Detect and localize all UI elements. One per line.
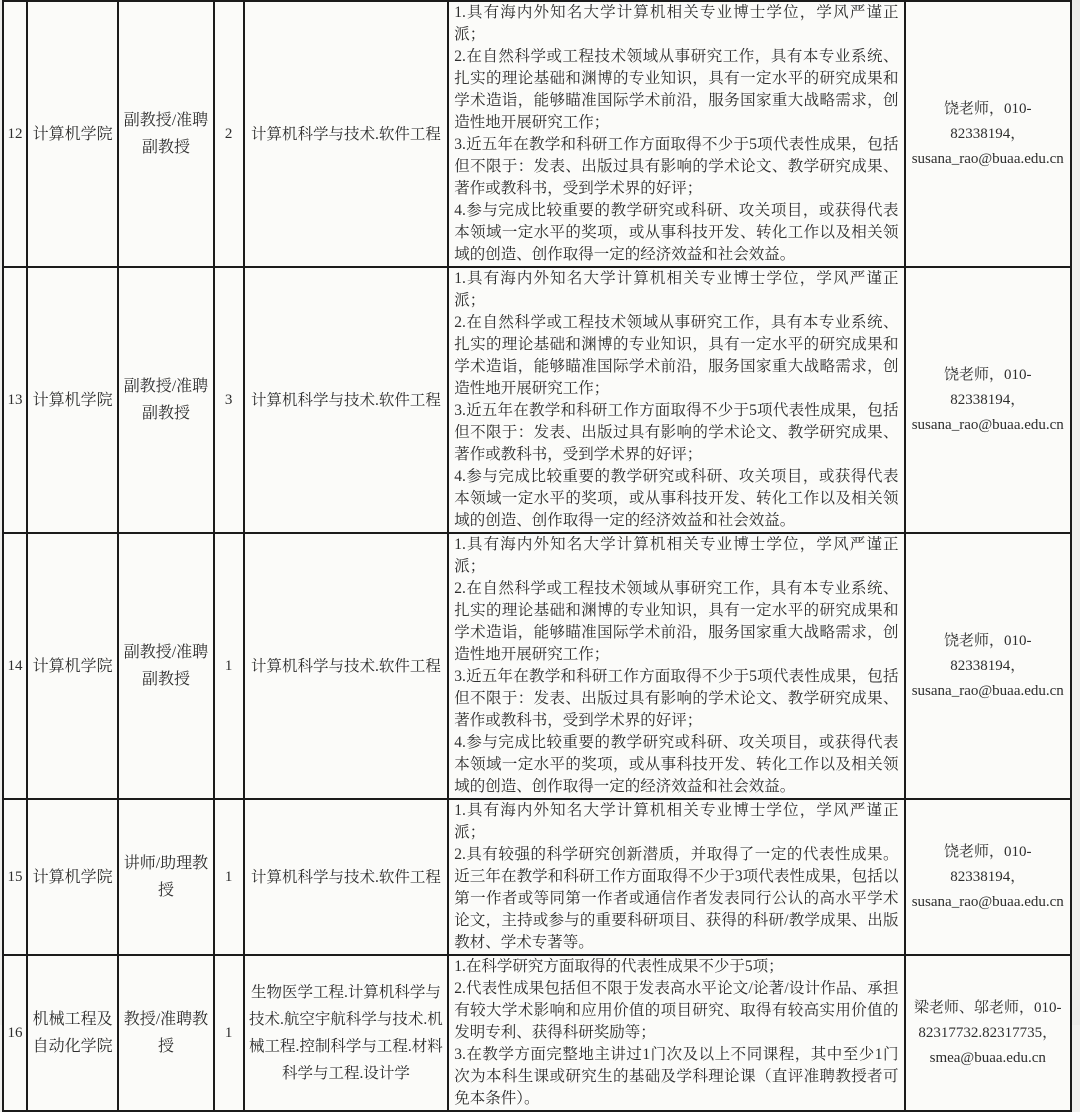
row-number: 13 (3, 267, 27, 533)
college-cell: 计算机学院 (27, 267, 118, 533)
requirement-item: 3.近五年在教学和科研工作方面取得不少于5项代表性成果，包括但不限于：发表、出版过具有影响的学术论文、教学研究成果、著作或教科书，受到学术界的好评； (454, 136, 899, 197)
contact-cell (905, 1, 1072, 267)
requirement-item: 3.近五年在教学和科研工作方面取得不少于5项代表性成果，包括但不限于：发表、出版过具有影响的学术论文、教学研究成果、著作或教科书，受到学术界的好评； (454, 402, 899, 463)
contact-line: 饶老师，010-82338194， (944, 632, 1032, 674)
contact-line: susana_rao@buaa.edu.cn (911, 893, 1064, 910)
discipline-cell: 计算机科学与技术.软件工程 (244, 533, 449, 799)
contact-line: 饶老师，010-82338194， (944, 843, 1032, 885)
table-row (3, 955, 1071, 1111)
college-cell: 计算机学院 (27, 533, 118, 799)
openings-cell: 1 (214, 799, 244, 955)
requirement-item: 1.具有海内外知名大学计算机相关专业博士学位，学风严谨正派； (454, 4, 899, 43)
contact-cell (905, 267, 1072, 533)
requirement-item: 2.代表性成果包括但不限于发表高水平论文/论著/设计作品、承担有较大学术影响和应用价值的项目研究、取得有较高实用价值的发明专利、获得科研奖励等； (454, 980, 899, 1041)
requirements-cell (448, 533, 904, 799)
openings-cell: 1 (214, 955, 244, 1111)
contact-cell (905, 799, 1072, 955)
requirements-cell (448, 1, 904, 267)
contact-cell (905, 533, 1072, 799)
discipline-cell: 生物医学工程.计算机科学与技术.航空宇航科学与技术.机械工程.控制科学与工程.材料科学与工程.设计学 (244, 955, 449, 1111)
requirement-item: 1.具有海内外知名大学计算机相关专业博士学位，学风严谨正派； (454, 536, 899, 575)
contact-line: 梁老师、邬老师，010- (914, 999, 1062, 1016)
college-cell: 机械工程及自动化学院 (27, 955, 118, 1111)
table-row (3, 799, 1071, 955)
contact-cell (905, 955, 1072, 1111)
row-number: 12 (3, 1, 27, 267)
requirements-cell (448, 799, 904, 955)
openings-cell: 3 (214, 267, 244, 533)
requirement-item: 1.在科学研究方面取得的代表性成果不少于5项； (454, 958, 784, 975)
requirement-item: 1.具有海内外知名大学计算机相关专业博士学位，学风严谨正派； (454, 270, 899, 309)
contact-line: susana_rao@buaa.edu.cn (911, 150, 1064, 167)
contact-line: susana_rao@buaa.edu.cn (911, 416, 1064, 433)
row-number: 14 (3, 533, 27, 799)
contact-line: susana_rao@buaa.edu.cn (911, 682, 1064, 699)
requirement-item: 2.在自然科学或工程技术领域从事研究工作，具有本专业系统、扎实的理论基础和渊博的专业知识，具有一定水平的研究成果和学术造诣，能够瞄准国际学术前沿，服务国家重大战略需求，创造性地开展研究工作； (454, 580, 899, 663)
college-cell: 计算机学院 (27, 1, 118, 267)
position-cell: 副教授/准聘副教授 (118, 267, 213, 533)
contact-line: 饶老师，010-82338194， (944, 366, 1032, 408)
position-cell: 副教授/准聘副教授 (118, 533, 213, 799)
table-row (3, 267, 1071, 533)
requirements-cell (448, 955, 904, 1111)
row-number: 15 (3, 799, 27, 955)
openings-cell: 2 (214, 1, 244, 267)
requirement-item: 3.在教学方面完整地主讲过1门次及以上不同课程，其中至少1门次为本科生课或研究生的基础及学科理论课（直评准聘教授者可免本条件）。 (454, 1046, 899, 1107)
requirement-item: 4.参与完成比较重要的教学研究或科研、攻关项目，或获得代表本领域一定水平的奖项，或从事科技开发、转化工作以及相关领域的创造、创作取得一定的经济效益和社会效益。 (454, 202, 899, 263)
discipline-cell: 计算机科学与技术.软件工程 (244, 267, 449, 533)
row-number: 16 (3, 955, 27, 1111)
contact-line: 饶老师，010-82338194， (944, 100, 1032, 142)
college-cell: 计算机学院 (27, 799, 118, 955)
recruitment-table (2, 0, 1072, 1112)
table-row (3, 1, 1071, 267)
requirements-cell (448, 267, 904, 533)
table-row (3, 533, 1071, 799)
position-cell: 副教授/准聘副教授 (118, 1, 213, 267)
openings-cell: 1 (214, 533, 244, 799)
requirement-item: 2.在自然科学或工程技术领域从事研究工作，具有本专业系统、扎实的理论基础和渊博的专业知识，具有一定水平的研究成果和学术造诣，能够瞄准国际学术前沿，服务国家重大战略需求，创造性地开展研究工作； (454, 314, 899, 397)
requirement-item: 4.参与完成比较重要的教学研究或科研、攻关项目，或获得代表本领域一定水平的奖项，或从事科技开发、转化工作以及相关领域的创造、创作取得一定的经济效益和社会效益。 (454, 468, 899, 529)
requirement-item: 3.近五年在教学和科研工作方面取得不少于5项代表性成果，包括但不限于：发表、出版过具有影响的学术论文、教学研究成果、著作或教科书，受到学术界的好评； (454, 668, 899, 729)
requirement-item: 2.具有较强的科学研究创新潜质，并取得了一定的代表性成果。近三年在教学和科研工作方面取得不少于3项代表性成果，包括以第一作者或等同第一作者或通信作者发表同行公认的高水平学术论文，主持或参与的重要科研项目、获得的科研/教学成果、出版教材、学术专著等。 (454, 846, 899, 951)
requirement-item: 1.具有海内外知名大学计算机相关专业博士学位，学风严谨正派； (454, 802, 899, 841)
contact-line: smea@buaa.edu.cn (929, 1049, 1046, 1066)
requirement-item: 4.参与完成比较重要的教学研究或科研、攻关项目，或获得代表本领域一定水平的奖项，或从事科技开发、转化工作以及相关领域的创造、创作取得一定的经济效益和社会效益。 (454, 734, 899, 795)
position-cell: 讲师/助理教授 (118, 799, 213, 955)
requirement-item: 2.在自然科学或工程技术领域从事研究工作，具有本专业系统、扎实的理论基础和渊博的专业知识，具有一定水平的研究成果和学术造诣，能够瞄准国际学术前沿，服务国家重大战略需求，创造性地开展研究工作； (454, 48, 899, 131)
discipline-cell: 计算机科学与技术.软件工程 (244, 799, 449, 955)
position-cell: 教授/准聘教授 (118, 955, 213, 1111)
discipline-cell: 计算机科学与技术.软件工程 (244, 1, 449, 267)
contact-line: 82317732.82317735， (918, 1024, 1058, 1041)
